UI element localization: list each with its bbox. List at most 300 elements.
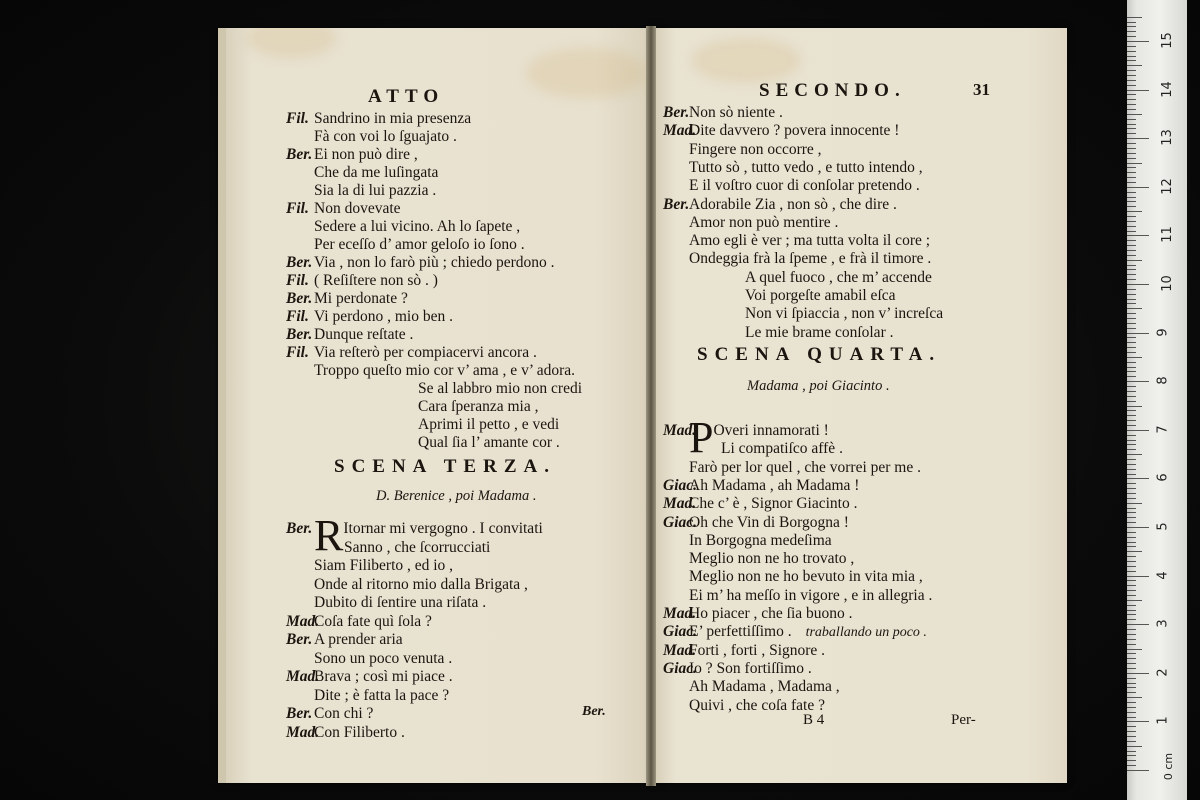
- dialogue-line: [286, 724, 405, 742]
- ruler-number: 7: [1155, 425, 1171, 434]
- ruler-tick: [1127, 36, 1136, 37]
- ruler-tick: [1127, 99, 1136, 100]
- line-text: Dite ; è fatta la pace ?: [314, 686, 450, 704]
- line-text: Forti , forti , Signore .: [689, 641, 826, 659]
- ruler-number: 6: [1155, 473, 1171, 483]
- line-text: Sedere a lui vicino. Ah lo ſapete ,: [314, 218, 521, 235]
- dialogue-line: [286, 272, 438, 290]
- ruler-tick: [1127, 182, 1136, 183]
- ruler-tick: [1127, 133, 1136, 134]
- ruler-tick: [1127, 352, 1136, 353]
- drop-cap: R: [314, 511, 344, 560]
- dialogue-line: [314, 576, 528, 594]
- ruler-tick: [1127, 687, 1136, 688]
- ruler-tick: [1127, 430, 1149, 431]
- ruler-tick: [1127, 119, 1136, 120]
- dialogue-line: [314, 650, 452, 668]
- line-text: Via , non lo farò più ; chiedo perdono .: [314, 254, 555, 271]
- speaker-label: Mad.: [663, 641, 697, 659]
- speaker-label: Fil.: [286, 272, 309, 289]
- speaker-label: Mad.: [663, 605, 697, 622]
- ruler-tick: [1127, 51, 1136, 52]
- ruler-tick: [1127, 464, 1136, 465]
- ruler-tick: [1127, 571, 1136, 572]
- line-text: Farò per lor quel , che vorrei per me .: [689, 458, 921, 476]
- ruler-tick: [1127, 22, 1136, 23]
- line-text: Meglio non ne ho trovato ,: [689, 550, 855, 568]
- ruler-number: 3: [1155, 619, 1171, 628]
- ruler-tick: [1127, 741, 1136, 742]
- ruler-tick: [1127, 143, 1136, 144]
- ruler-tick: [1127, 614, 1136, 615]
- ruler-tick: [1127, 250, 1136, 251]
- dialogue-line: [344, 539, 490, 557]
- line-text: A quel fuoco , che m’ accende: [745, 268, 932, 286]
- line-text: ( Reſiſtere non sò . ): [314, 272, 438, 289]
- ruler-tick: [1127, 396, 1136, 397]
- ruler-tick: [1127, 104, 1136, 105]
- ruler-unit-label: 0 cm: [1162, 752, 1176, 781]
- ruler-tick: [1127, 80, 1136, 81]
- line-text: Con chi ?: [314, 705, 374, 722]
- line-text: Ei m’ ha meſſo in vigore , e in allegria .: [689, 586, 933, 604]
- ruler-number: 2: [1155, 668, 1171, 677]
- ruler-tick: [1127, 85, 1136, 86]
- right-page: [651, 28, 1067, 783]
- ruler-tick: [1127, 347, 1136, 348]
- dialogue-line: [745, 305, 943, 323]
- ruler-tick: [1127, 653, 1136, 654]
- ruler-tick: [1127, 444, 1136, 445]
- ruler-number: 4: [1155, 570, 1171, 580]
- speaker-label: Ber.: [286, 326, 313, 343]
- line-text: Troppo queſto mio cor v’ ama , e v’ adora.: [314, 362, 575, 379]
- line-text: Che c’ è , Signor Giacinto .: [689, 495, 858, 513]
- ruler-tick: [1127, 201, 1136, 202]
- ruler-tick: [1127, 17, 1142, 18]
- ruler-tick: [1127, 187, 1149, 188]
- ruler-tick: [1127, 717, 1136, 718]
- line-text: Siam Filiberto , ed io ,: [314, 557, 454, 574]
- ruler-tick: [1127, 357, 1142, 358]
- dialogue-line: [663, 642, 825, 660]
- ruler-tick: [1127, 342, 1136, 343]
- ruler-number: 8: [1155, 376, 1171, 385]
- dialogue-line: [418, 434, 560, 452]
- ruler-tick: [1127, 580, 1136, 581]
- ruler-tick: [1127, 425, 1136, 426]
- ruler-number: 10: [1159, 275, 1175, 292]
- speaker-label: Ber.: [286, 520, 313, 537]
- ruler-tick: [1127, 177, 1136, 178]
- line-text: Dunque reſtate .: [314, 326, 414, 343]
- dialogue-line: [286, 631, 403, 649]
- speaker-label: Giac.: [663, 659, 698, 677]
- line-text: Qual ſia l’ amante cor .: [418, 434, 560, 451]
- speaker-label: Giac.: [663, 513, 698, 531]
- dialogue-line: [286, 110, 471, 128]
- ruler-tick: [1127, 678, 1136, 679]
- drop-cap: P: [689, 413, 714, 462]
- ruler-tick: [1127, 376, 1136, 377]
- speaker-label: Mad.: [286, 668, 320, 685]
- ruler-tick: [1127, 658, 1136, 659]
- ruler-tick: [1127, 206, 1136, 207]
- line-text: Che da me luſingata: [314, 164, 439, 181]
- dialogue-line: [314, 594, 486, 612]
- dialogue-line: [663, 122, 899, 140]
- ruler-tick: [1127, 114, 1142, 115]
- line-text: Aprimi il petto , e vedi: [418, 416, 560, 433]
- ruler-tick: [1127, 260, 1142, 261]
- line-text: Sia la di lui pazzia .: [314, 182, 437, 199]
- speaker-label: Fil.: [286, 200, 309, 217]
- ruler-tick: [1127, 619, 1136, 620]
- ruler-tick: [1127, 94, 1136, 95]
- speaker-label: Mad.: [663, 495, 697, 513]
- line-text: Io ? Son fortiſſimo .: [689, 659, 812, 677]
- ruler-tick: [1127, 216, 1136, 217]
- ruler-number: 13: [1159, 129, 1175, 146]
- ruler-tick: [1127, 459, 1136, 460]
- ruler-tick: [1127, 668, 1136, 669]
- dialogue-line: [689, 532, 832, 550]
- ruler-tick: [1127, 337, 1136, 338]
- ruler-number: 14: [1159, 80, 1175, 98]
- ruler-tick: [1127, 371, 1136, 372]
- ruler-tick: [1127, 109, 1136, 110]
- line-text: Li compatiſco affè .: [721, 440, 843, 458]
- stain: [691, 38, 801, 83]
- ruler-tick: [1127, 542, 1136, 543]
- dialogue-line: [286, 613, 432, 631]
- ruler-tick: [1127, 585, 1136, 586]
- dialogue-line: [418, 380, 582, 398]
- line-text: Ho piacer , che ſia buono .: [689, 605, 853, 622]
- ruler-number: 9: [1155, 327, 1171, 337]
- ruler-tick: [1127, 556, 1136, 557]
- line-text: Meglio non ne ho bevuto in vita mia ,: [689, 568, 923, 586]
- ruler-tick: [1127, 318, 1136, 319]
- ruler-tick: [1127, 440, 1136, 441]
- ruler-tick: [1127, 566, 1136, 567]
- ruler-tick: [1127, 231, 1136, 232]
- stage-direction: traballando un poco .: [805, 625, 927, 641]
- line-text: Sandrino in mia presenza: [314, 110, 472, 127]
- ruler-tick: [1127, 303, 1136, 304]
- running-head-right: SECONDO.: [759, 80, 906, 101]
- line-text: Oh che Vin di Borgogna !: [689, 513, 849, 531]
- ruler-tick: [1127, 508, 1136, 509]
- ruler-tick: [1127, 469, 1136, 470]
- dialogue-line: [663, 104, 783, 122]
- ruler-tick: [1127, 532, 1136, 533]
- ruler-tick: [1127, 163, 1142, 164]
- speaker-label: Fil.: [286, 344, 309, 361]
- ruler-tick: [1127, 138, 1149, 139]
- line-text: Dubito di ſentire una riſata .: [314, 594, 487, 611]
- ruler-tick: [1127, 158, 1136, 159]
- line-text: Coſa fate quì ſola ?: [314, 612, 432, 630]
- dialogue-line: [663, 660, 812, 678]
- dialogue-line: [663, 495, 857, 513]
- line-text: Fà con voi lo ſguajato .: [314, 128, 457, 145]
- speaker-label: Ber.: [286, 146, 313, 163]
- line-text: Con Filiberto .: [314, 723, 405, 741]
- ruler-tick: [1127, 410, 1136, 411]
- ruler-number: 1: [1155, 716, 1171, 726]
- dialogue-line: [286, 668, 453, 686]
- ruler-tick: [1127, 697, 1142, 698]
- line-text: A prender aria: [314, 631, 403, 648]
- ruler-tick: [1127, 269, 1136, 270]
- ruler-tick: [1127, 406, 1142, 407]
- signature-mark: B 4: [803, 712, 825, 728]
- ruler-tick: [1127, 41, 1149, 42]
- ruler-tick: [1127, 478, 1149, 479]
- ruler-tick: [1127, 760, 1136, 761]
- dialogue-line: [314, 164, 438, 182]
- dialogue-line: [286, 254, 555, 272]
- speaker-label: Mad.: [663, 122, 697, 140]
- line-text: Voi porgeſte amabil eſca: [745, 287, 896, 304]
- line-text: In Borgogna medeſima: [689, 531, 832, 549]
- line-text: Dite davvero ? povera innocente !: [689, 122, 900, 140]
- dialogue-line: [286, 200, 401, 218]
- ruler-tick: [1127, 755, 1136, 756]
- ruler-tick: [1127, 610, 1136, 611]
- ruler-tick: [1127, 522, 1136, 523]
- speaker-label: Ber.: [286, 705, 313, 722]
- dialogue-line: [286, 326, 413, 344]
- dialogue-line: [314, 687, 449, 705]
- speaker-label: Giac.: [663, 476, 698, 494]
- line-text: Fingere non occorre ,: [689, 140, 822, 158]
- ruler-tick: [1127, 702, 1136, 703]
- dialogue-line: [286, 290, 408, 308]
- speaker-label: Ber.: [286, 631, 313, 648]
- catchword-left: Ber.: [582, 704, 606, 719]
- ruler-tick: [1127, 75, 1136, 76]
- ruler-tick: [1127, 595, 1136, 596]
- speaker-label: Ber.: [286, 290, 313, 307]
- ruler-tick: [1127, 488, 1136, 489]
- ruler-tick: [1127, 746, 1142, 747]
- dialogue-line: [286, 308, 453, 326]
- ruler-tick: [1127, 420, 1136, 421]
- dialogue-line: [418, 416, 559, 434]
- ruler-tick: [1127, 31, 1136, 32]
- dialogue-line: [745, 287, 896, 305]
- ruler-tick: [1127, 551, 1142, 552]
- line-text: Brava ; così mi piace .: [314, 668, 453, 685]
- ruler-tick: [1127, 60, 1136, 61]
- ruler-tick: [1127, 731, 1136, 732]
- speaker-label: Giac.: [663, 623, 698, 641]
- line-text: Non vi ſpiaccia , non v’ increſca: [745, 305, 944, 323]
- ruler-tick: [1127, 328, 1136, 329]
- dialogue-line: [286, 344, 537, 362]
- stain: [526, 48, 646, 98]
- line-text: Sono un poco venuta .: [314, 649, 453, 667]
- line-text: Overi innamorati !: [713, 422, 829, 439]
- dialogue-line: [689, 141, 822, 159]
- measuring-ruler: [1127, 0, 1187, 800]
- ruler-tick: [1127, 26, 1136, 27]
- ruler-tick: [1127, 284, 1149, 285]
- ruler-number: 11: [1159, 226, 1175, 244]
- book-gutter: [646, 26, 656, 786]
- dialogue-line: [314, 128, 457, 146]
- ruler-tick: [1127, 197, 1136, 198]
- line-text: Tutto sò , tutto vedo , e tutto intendo ,: [689, 158, 923, 176]
- ruler-tick: [1127, 386, 1136, 387]
- ruler-tick: [1127, 498, 1136, 499]
- open-book: [218, 18, 1068, 786]
- ruler-tick: [1127, 46, 1136, 47]
- ruler-tick: [1127, 192, 1136, 193]
- page-number: 31: [973, 80, 990, 99]
- dialogue-line: [314, 182, 436, 200]
- ruler-tick: [1127, 128, 1136, 129]
- ruler-tick: [1127, 512, 1136, 513]
- ruler-tick: [1127, 367, 1136, 368]
- ruler-number: 12: [1159, 178, 1175, 195]
- line-text: Quivi , che coſa fate ?: [689, 696, 825, 714]
- ruler-tick: [1127, 561, 1136, 562]
- ruler-tick: [1127, 294, 1136, 295]
- ruler-tick: [1127, 726, 1136, 727]
- ruler-tick: [1127, 663, 1136, 664]
- line-text: Onde al ritorno mio dalla Brigata ,: [314, 575, 528, 593]
- dialogue-line: [689, 250, 931, 268]
- ruler-tick: [1127, 605, 1136, 606]
- ruler-tick: [1127, 629, 1136, 630]
- scene-title-left: SCENA TERZA.: [334, 456, 556, 477]
- ruler-tick: [1127, 449, 1136, 450]
- ruler-tick: [1127, 333, 1149, 334]
- ruler-tick: [1127, 765, 1136, 766]
- dialogue-line: [286, 146, 418, 164]
- ruler-tick: [1127, 279, 1136, 280]
- scene-cast-right: Madama , poi Giacinto .: [747, 378, 890, 394]
- dialogue-line: [745, 324, 893, 342]
- dialogue-line: [689, 459, 921, 477]
- line-text: Ah Madama , ah Madama !: [689, 476, 860, 494]
- ruler-tick: [1127, 673, 1149, 674]
- dialogue-line: [745, 269, 932, 287]
- ruler-tick: [1127, 474, 1136, 475]
- speaker-label: Ber.: [663, 195, 690, 213]
- ruler-tick: [1127, 644, 1136, 645]
- ruler-tick: [1127, 707, 1136, 708]
- ruler-tick: [1127, 454, 1142, 455]
- ruler-tick: [1127, 415, 1136, 416]
- ruler-tick: [1127, 313, 1136, 314]
- line-text: Amor non può mentire .: [689, 213, 839, 231]
- ruler-tick: [1127, 435, 1136, 436]
- running-head-left: ATTO: [368, 86, 445, 107]
- dialogue-line: [663, 514, 849, 532]
- ruler-tick: [1127, 65, 1142, 66]
- ruler-tick: [1127, 683, 1136, 684]
- speaker-label: Fil.: [286, 308, 309, 325]
- dialogue-line: [418, 398, 539, 416]
- line-text: E il voſtro cuor di conſolar pretendo .: [689, 177, 920, 195]
- ruler-tick: [1127, 576, 1149, 577]
- ruler-tick: [1127, 493, 1136, 494]
- catchword-right: Per-: [951, 712, 976, 728]
- ruler-tick: [1127, 323, 1136, 324]
- dialogue-line: [286, 705, 373, 723]
- speaker-label: Mad.: [286, 723, 320, 741]
- dialogue-line: [689, 587, 932, 605]
- dialogue-line: [663, 605, 853, 623]
- left-page: [218, 28, 661, 783]
- ruler-tick: [1127, 634, 1136, 635]
- line-text: Cara ſperanza mia ,: [418, 398, 539, 415]
- ruler-tick: [1127, 172, 1136, 173]
- dialogue-line: [689, 232, 930, 250]
- line-text: Mi perdonate ?: [314, 290, 408, 307]
- stain: [246, 28, 336, 58]
- line-text: Per eceſſo d’ amor geloſo io ſono .: [314, 236, 525, 253]
- line-text: Le mie brame conſolar .: [745, 323, 894, 341]
- dialogue-line: [689, 159, 923, 177]
- ruler-tick: [1127, 692, 1136, 693]
- line-text: Ondeggia frà la ſpeme , e frà il timore .: [689, 250, 932, 268]
- dialogue-line: [314, 362, 575, 380]
- ruler-tick: [1127, 308, 1142, 309]
- ruler-tick: [1127, 274, 1136, 275]
- ruler-tick: [1127, 751, 1136, 752]
- ruler-tick: [1127, 211, 1142, 212]
- ruler-tick: [1127, 721, 1149, 722]
- line-text: Sanno , che ſcorrucciati: [344, 538, 491, 556]
- ruler-tick: [1127, 712, 1136, 713]
- ruler-number: 5: [1155, 522, 1171, 531]
- dialogue-line: [314, 236, 525, 254]
- ruler-tick: [1127, 546, 1136, 547]
- ruler-number: 15: [1159, 32, 1175, 49]
- dialogue-line: [663, 196, 897, 214]
- ruler-tick: [1127, 527, 1149, 528]
- dialogue-line: [721, 440, 843, 458]
- scene-title-right: SCENA QUARTA.: [697, 344, 942, 365]
- ruler-tick: [1127, 226, 1136, 227]
- ruler-tick: [1127, 381, 1149, 382]
- ruler-tick: [1127, 255, 1136, 256]
- ruler-tick: [1127, 245, 1136, 246]
- line-text: Ah Madama , Madama ,: [689, 678, 840, 696]
- scene-cast-left: D. Berenice , poi Madama .: [376, 488, 537, 504]
- ruler-tick: [1127, 148, 1136, 149]
- dialogue-line: [314, 557, 453, 575]
- line-text: Non dovevate: [314, 200, 401, 217]
- ruler-tick: [1127, 240, 1136, 241]
- ruler-tick: [1127, 736, 1136, 737]
- ruler-tick: [1127, 401, 1136, 402]
- ruler-tick: [1127, 362, 1136, 363]
- ruler-tick: [1127, 770, 1149, 771]
- ruler-tick: [1127, 483, 1136, 484]
- ruler-tick: [1127, 649, 1142, 650]
- dialogue-line: [689, 214, 838, 232]
- ruler-tick: [1127, 537, 1136, 538]
- ruler-tick: [1127, 590, 1136, 591]
- ruler-tick: [1127, 289, 1136, 290]
- speaker-label: Mad.: [286, 612, 320, 630]
